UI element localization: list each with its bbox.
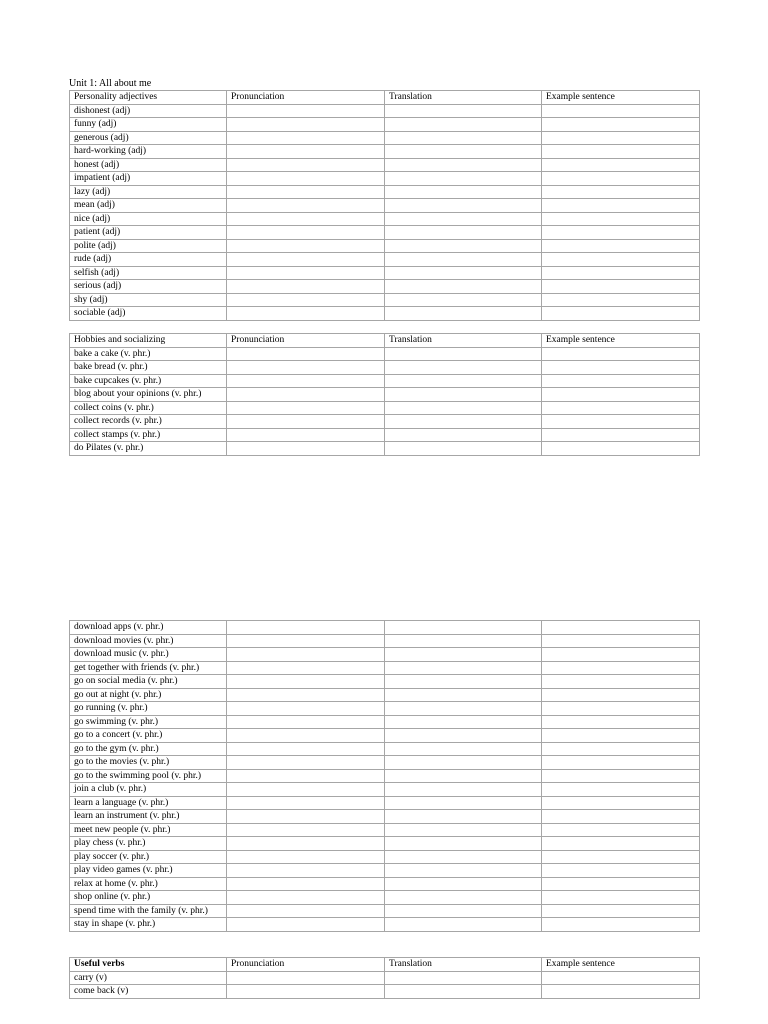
pronunciation-cell[interactable] (227, 239, 385, 253)
translation-cell[interactable] (385, 675, 542, 689)
hobbies-socializing-table (69, 333, 700, 456)
table-row (70, 293, 700, 307)
table-row (70, 796, 700, 810)
translation-cell[interactable] (385, 293, 542, 307)
example-sentence-cell[interactable] (542, 661, 700, 675)
example-sentence-cell[interactable] (542, 212, 700, 226)
term-cell: spend time with the family (v. phr.) (70, 904, 227, 918)
pronunciation-cell[interactable] (227, 131, 385, 145)
example-sentence-cell[interactable] (542, 185, 700, 199)
pronunciation-cell[interactable] (227, 621, 385, 635)
table-row (70, 742, 700, 756)
table-row (70, 661, 700, 675)
pronunciation-cell[interactable] (227, 293, 385, 307)
table-row (70, 823, 700, 837)
example-sentence-cell[interactable] (542, 769, 700, 783)
pronunciation-cell[interactable] (227, 634, 385, 648)
example-sentence-cell[interactable] (542, 918, 700, 932)
pronunciation-cell[interactable] (227, 172, 385, 186)
translation-cell[interactable] (385, 104, 542, 118)
term-cell: generous (adj) (70, 131, 227, 145)
translation-cell[interactable] (385, 702, 542, 716)
column-header-pronunciation: Pronunciation (227, 334, 385, 348)
column-header-translation: Translation (385, 334, 542, 348)
term-cell: relax at home (v. phr.) (70, 877, 227, 891)
translation-cell[interactable] (385, 388, 542, 402)
pronunciation-cell[interactable] (227, 253, 385, 267)
example-sentence-cell[interactable] (542, 361, 700, 375)
example-sentence-cell[interactable] (542, 415, 700, 429)
term-cell: go to the gym (v. phr.) (70, 742, 227, 756)
table-row (70, 675, 700, 689)
term-cell: carry (v) (70, 971, 227, 985)
example-sentence-cell[interactable] (542, 158, 700, 172)
pronunciation-cell[interactable] (227, 783, 385, 797)
translation-cell[interactable] (385, 361, 542, 375)
translation-cell[interactable] (385, 891, 542, 905)
example-sentence-cell[interactable] (542, 104, 700, 118)
term-cell: stay in shape (v. phr.) (70, 918, 227, 932)
term-cell: dishonest (adj) (70, 104, 227, 118)
translation-cell[interactable] (385, 226, 542, 240)
translation-cell[interactable] (385, 415, 542, 429)
term-cell: polite (adj) (70, 239, 227, 253)
translation-cell[interactable] (385, 648, 542, 662)
table-row (70, 864, 700, 878)
translation-cell[interactable] (385, 199, 542, 213)
translation-cell[interactable] (385, 621, 542, 635)
example-sentence-cell[interactable] (542, 756, 700, 770)
pronunciation-cell[interactable] (227, 837, 385, 851)
term-cell: play video games (v. phr.) (70, 864, 227, 878)
example-sentence-cell[interactable] (542, 702, 700, 716)
column-header-pronunciation: Pronunciation (227, 91, 385, 105)
table-row (70, 347, 700, 361)
table-row (70, 891, 700, 905)
example-sentence-cell[interactable] (542, 891, 700, 905)
example-sentence-cell[interactable] (542, 226, 700, 240)
term-cell: do Pilates (v. phr.) (70, 442, 227, 456)
translation-cell[interactable] (385, 864, 542, 878)
pronunciation-cell[interactable] (227, 388, 385, 402)
translation-cell[interactable] (385, 266, 542, 280)
pronunciation-cell[interactable] (227, 864, 385, 878)
example-sentence-cell[interactable] (542, 877, 700, 891)
translation-cell[interactable] (385, 823, 542, 837)
term-cell: learn an instrument (v. phr.) (70, 810, 227, 824)
example-sentence-cell[interactable] (542, 837, 700, 851)
column-header-example: Example sentence (542, 91, 700, 105)
pronunciation-cell[interactable] (227, 715, 385, 729)
table-row (70, 837, 700, 851)
translation-cell[interactable] (385, 837, 542, 851)
translation-cell[interactable] (385, 428, 542, 442)
translation-cell[interactable] (385, 172, 542, 186)
pronunciation-cell[interactable] (227, 985, 385, 999)
table-row (70, 756, 700, 770)
table-row (70, 688, 700, 702)
table-row (70, 971, 700, 985)
term-cell: bake a cake (v. phr.) (70, 347, 227, 361)
translation-cell[interactable] (385, 280, 542, 294)
pronunciation-cell[interactable] (227, 347, 385, 361)
pronunciation-cell[interactable] (227, 401, 385, 415)
example-sentence-cell[interactable] (542, 347, 700, 361)
term-cell: selfish (adj) (70, 266, 227, 280)
example-sentence-cell[interactable] (542, 729, 700, 743)
term-cell: blog about your opinions (v. phr.) (70, 388, 227, 402)
example-sentence-cell[interactable] (542, 428, 700, 442)
example-sentence-cell[interactable] (542, 985, 700, 999)
page-title: Unit 1: All about me (69, 78, 152, 89)
translation-cell[interactable] (385, 118, 542, 132)
term-cell: learn a language (v. phr.) (70, 796, 227, 810)
example-sentence-cell[interactable] (542, 307, 700, 321)
translation-cell[interactable] (385, 634, 542, 648)
table-row (70, 648, 700, 662)
pronunciation-cell[interactable] (227, 199, 385, 213)
term-cell: download movies (v. phr.) (70, 634, 227, 648)
table-row (70, 158, 700, 172)
translation-cell[interactable] (385, 918, 542, 932)
term-cell: funny (adj) (70, 118, 227, 132)
pronunciation-cell[interactable] (227, 307, 385, 321)
table-row (70, 621, 700, 635)
example-sentence-cell[interactable] (542, 864, 700, 878)
table-row (70, 850, 700, 864)
column-header-example: Example sentence (542, 334, 700, 348)
translation-cell[interactable] (385, 729, 542, 743)
term-cell: get together with friends (v. phr.) (70, 661, 227, 675)
table-row (70, 783, 700, 797)
pronunciation-cell[interactable] (227, 823, 385, 837)
term-cell: rude (adj) (70, 253, 227, 267)
hobbies-continued-table (69, 620, 700, 932)
translation-cell[interactable] (385, 347, 542, 361)
example-sentence-cell[interactable] (542, 442, 700, 456)
term-cell: sociable (adj) (70, 307, 227, 321)
term-cell: join a club (v. phr.) (70, 783, 227, 797)
column-header-pronunciation: Pronunciation (227, 958, 385, 972)
table-row (70, 212, 700, 226)
pronunciation-cell[interactable] (227, 361, 385, 375)
term-cell: go out at night (v. phr.) (70, 688, 227, 702)
pronunciation-cell[interactable] (227, 675, 385, 689)
table-row (70, 145, 700, 159)
table-row (70, 401, 700, 415)
pronunciation-cell[interactable] (227, 891, 385, 905)
pronunciation-cell[interactable] (227, 648, 385, 662)
term-cell: come back (v) (70, 985, 227, 999)
pronunciation-cell[interactable] (227, 266, 385, 280)
example-sentence-cell[interactable] (542, 675, 700, 689)
table-row (70, 172, 700, 186)
term-cell: play chess (v. phr.) (70, 837, 227, 851)
pronunciation-cell[interactable] (227, 688, 385, 702)
example-sentence-cell[interactable] (542, 293, 700, 307)
translation-cell[interactable] (385, 374, 542, 388)
example-sentence-cell[interactable] (542, 688, 700, 702)
translation-cell[interactable] (385, 307, 542, 321)
example-sentence-cell[interactable] (542, 823, 700, 837)
table-row (70, 877, 700, 891)
column-header-term: Useful verbs (70, 958, 227, 972)
pronunciation-cell[interactable] (227, 212, 385, 226)
example-sentence-cell[interactable] (542, 172, 700, 186)
personality-adjectives-table (69, 90, 700, 321)
table-row (70, 280, 700, 294)
translation-cell[interactable] (385, 212, 542, 226)
useful-verbs-table (69, 957, 700, 999)
pronunciation-cell[interactable] (227, 877, 385, 891)
example-sentence-cell[interactable] (542, 621, 700, 635)
term-cell: download music (v. phr.) (70, 648, 227, 662)
table-row (70, 199, 700, 213)
translation-cell[interactable] (385, 877, 542, 891)
pronunciation-cell[interactable] (227, 185, 385, 199)
translation-cell[interactable] (385, 769, 542, 783)
table-row (70, 428, 700, 442)
pronunciation-cell[interactable] (227, 158, 385, 172)
table-row (70, 918, 700, 932)
translation-cell[interactable] (385, 145, 542, 159)
translation-cell[interactable] (385, 131, 542, 145)
example-sentence-cell[interactable] (542, 783, 700, 797)
pronunciation-cell[interactable] (227, 742, 385, 756)
table-row (70, 985, 700, 999)
example-sentence-cell[interactable] (542, 904, 700, 918)
translation-cell[interactable] (385, 185, 542, 199)
example-sentence-cell[interactable] (542, 280, 700, 294)
pronunciation-cell[interactable] (227, 918, 385, 932)
table-row (70, 810, 700, 824)
translation-cell[interactable] (385, 401, 542, 415)
table-header-row (70, 334, 700, 348)
example-sentence-cell[interactable] (542, 266, 700, 280)
term-cell: collect coins (v. phr.) (70, 401, 227, 415)
example-sentence-cell[interactable] (542, 648, 700, 662)
pronunciation-cell[interactable] (227, 810, 385, 824)
pronunciation-cell[interactable] (227, 971, 385, 985)
example-sentence-cell[interactable] (542, 810, 700, 824)
table-row (70, 715, 700, 729)
example-sentence-cell[interactable] (542, 401, 700, 415)
term-cell: patient (adj) (70, 226, 227, 240)
term-cell: go to a concert (v. phr.) (70, 729, 227, 743)
table-row (70, 104, 700, 118)
translation-cell[interactable] (385, 253, 542, 267)
example-sentence-cell[interactable] (542, 796, 700, 810)
pronunciation-cell[interactable] (227, 442, 385, 456)
pronunciation-cell[interactable] (227, 756, 385, 770)
translation-cell[interactable] (385, 688, 542, 702)
translation-cell[interactable] (385, 239, 542, 253)
pronunciation-cell[interactable] (227, 702, 385, 716)
term-cell: go on social media (v. phr.) (70, 675, 227, 689)
translation-cell[interactable] (385, 971, 542, 985)
table-row (70, 415, 700, 429)
example-sentence-cell[interactable] (542, 118, 700, 132)
example-sentence-cell[interactable] (542, 715, 700, 729)
translation-cell[interactable] (385, 661, 542, 675)
pronunciation-cell[interactable] (227, 796, 385, 810)
table-row (70, 239, 700, 253)
pronunciation-cell[interactable] (227, 850, 385, 864)
table-row (70, 769, 700, 783)
term-cell: go swimming (v. phr.) (70, 715, 227, 729)
column-header-term: Personality adjectives (70, 91, 227, 105)
column-header-translation: Translation (385, 91, 542, 105)
term-cell: bake bread (v. phr.) (70, 361, 227, 375)
example-sentence-cell[interactable] (542, 971, 700, 985)
term-cell: meet new people (v. phr.) (70, 823, 227, 837)
term-cell: shop online (v. phr.) (70, 891, 227, 905)
term-cell: impatient (adj) (70, 172, 227, 186)
term-cell: go running (v. phr.) (70, 702, 227, 716)
pronunciation-cell[interactable] (227, 280, 385, 294)
table-row (70, 904, 700, 918)
column-header-translation: Translation (385, 958, 542, 972)
table-row (70, 361, 700, 375)
term-cell: collect stamps (v. phr.) (70, 428, 227, 442)
pronunciation-cell[interactable] (227, 118, 385, 132)
example-sentence-cell[interactable] (542, 388, 700, 402)
pronunciation-cell[interactable] (227, 428, 385, 442)
example-sentence-cell[interactable] (542, 634, 700, 648)
table-row (70, 374, 700, 388)
term-cell: download apps (v. phr.) (70, 621, 227, 635)
table-header-row (70, 91, 700, 105)
pronunciation-cell[interactable] (227, 769, 385, 783)
term-cell: go to the swimming pool (v. phr.) (70, 769, 227, 783)
term-cell: bake cupcakes (v. phr.) (70, 374, 227, 388)
term-cell: go to the movies (v. phr.) (70, 756, 227, 770)
translation-cell[interactable] (385, 715, 542, 729)
translation-cell[interactable] (385, 442, 542, 456)
example-sentence-cell[interactable] (542, 253, 700, 267)
column-header-example: Example sentence (542, 958, 700, 972)
pronunciation-cell[interactable] (227, 729, 385, 743)
table-row (70, 226, 700, 240)
term-cell: shy (adj) (70, 293, 227, 307)
table-row (70, 118, 700, 132)
term-cell: nice (adj) (70, 212, 227, 226)
column-header-term: Hobbies and socializing (70, 334, 227, 348)
table-row (70, 388, 700, 402)
term-cell: lazy (adj) (70, 185, 227, 199)
translation-cell[interactable] (385, 756, 542, 770)
term-cell: mean (adj) (70, 199, 227, 213)
translation-cell[interactable] (385, 810, 542, 824)
table-row (70, 442, 700, 456)
translation-cell[interactable] (385, 783, 542, 797)
table-row (70, 266, 700, 280)
table-row (70, 253, 700, 267)
table-row (70, 634, 700, 648)
pronunciation-cell[interactable] (227, 104, 385, 118)
translation-cell[interactable] (385, 796, 542, 810)
pronunciation-cell[interactable] (227, 415, 385, 429)
example-sentence-cell[interactable] (542, 199, 700, 213)
table-row (70, 131, 700, 145)
example-sentence-cell[interactable] (542, 239, 700, 253)
table-row (70, 307, 700, 321)
table-row (70, 729, 700, 743)
example-sentence-cell[interactable] (542, 742, 700, 756)
term-cell: hard-working (adj) (70, 145, 227, 159)
term-cell: collect records (v. phr.) (70, 415, 227, 429)
table-header-row (70, 958, 700, 972)
translation-cell[interactable] (385, 742, 542, 756)
term-cell: serious (adj) (70, 280, 227, 294)
pronunciation-cell[interactable] (227, 904, 385, 918)
term-cell: play soccer (v. phr.) (70, 850, 227, 864)
translation-cell[interactable] (385, 158, 542, 172)
pronunciation-cell[interactable] (227, 226, 385, 240)
pronunciation-cell[interactable] (227, 661, 385, 675)
translation-cell[interactable] (385, 985, 542, 999)
table-row (70, 185, 700, 199)
translation-cell[interactable] (385, 904, 542, 918)
table-row (70, 702, 700, 716)
example-sentence-cell[interactable] (542, 374, 700, 388)
term-cell: honest (adj) (70, 158, 227, 172)
pronunciation-cell[interactable] (227, 145, 385, 159)
translation-cell[interactable] (385, 850, 542, 864)
example-sentence-cell[interactable] (542, 131, 700, 145)
pronunciation-cell[interactable] (227, 374, 385, 388)
example-sentence-cell[interactable] (542, 850, 700, 864)
example-sentence-cell[interactable] (542, 145, 700, 159)
